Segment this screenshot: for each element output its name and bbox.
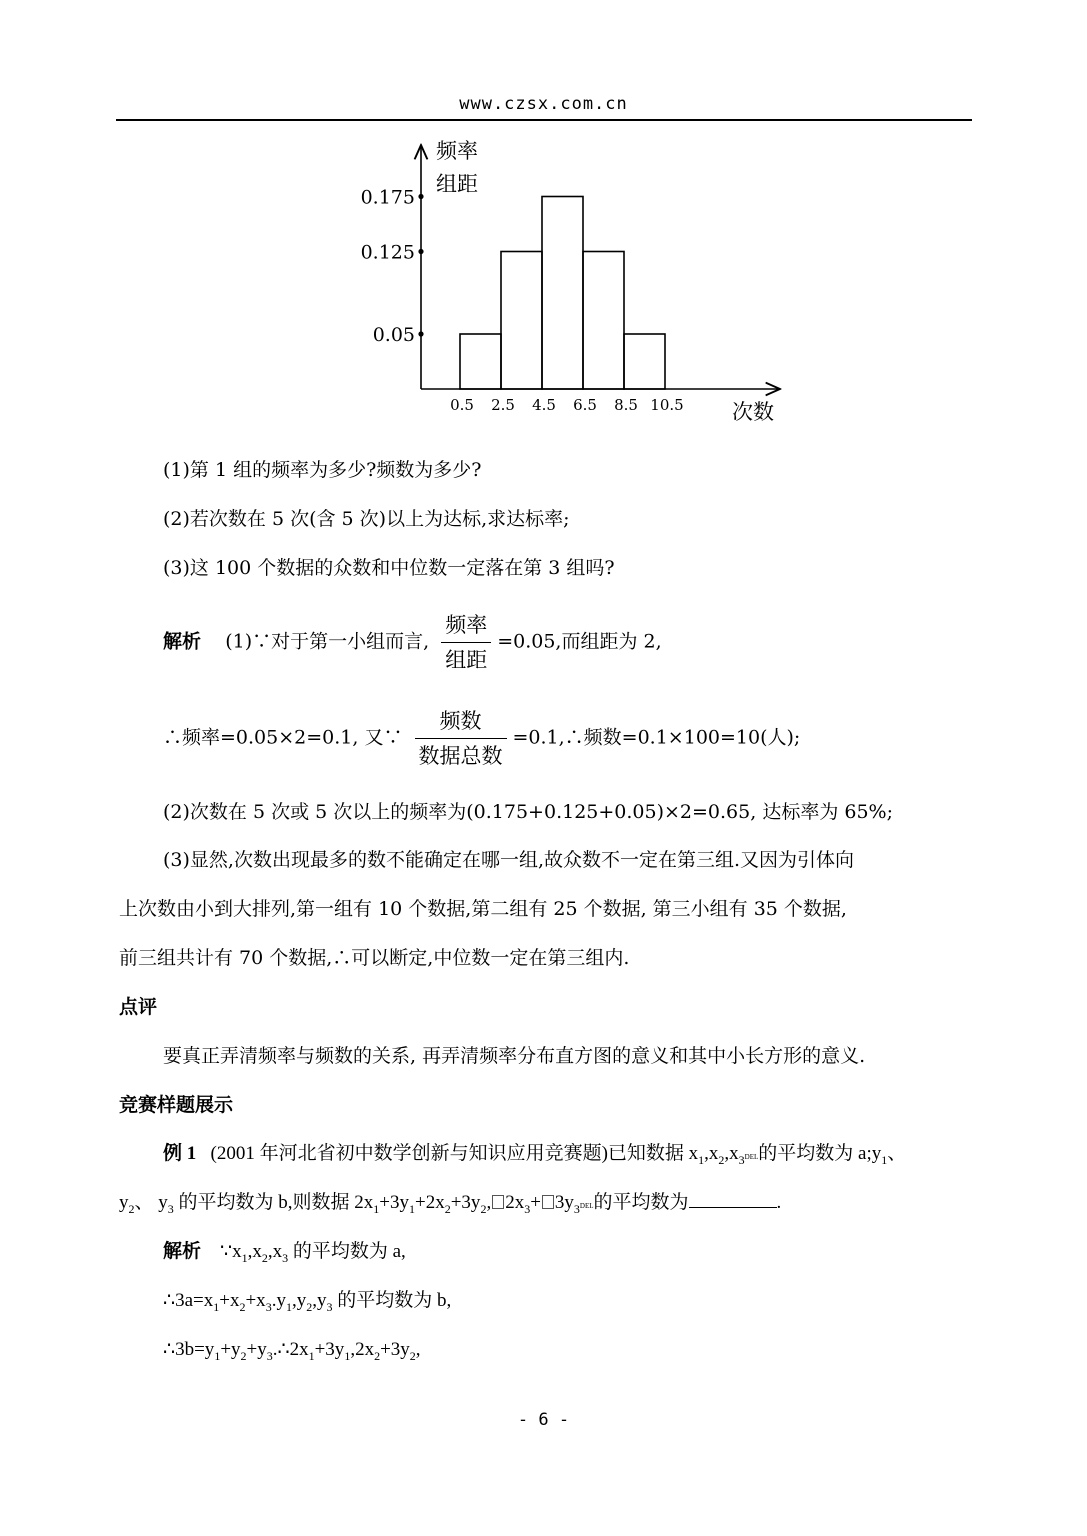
bars <box>460 197 665 390</box>
solution-line2-pre: ∴频率=0.05×2=0.1, 又∵ <box>163 726 403 749</box>
page-number: - 6 - <box>517 1410 570 1430</box>
fraction-denominator: 数据总数 <box>418 744 503 768</box>
solution-line-3: (2)次数在 5 次或 5 次以上的频率为(0.175+0.125+0.05)×2=0.65, 达标率为 65%; <box>163 801 893 823</box>
example-1-line-1: 例 1 (2001 年河北省初中数学创新与知识应用竞赛题)已知数据 $x_1,x_2,x_3DEL$的平均数为 $a;y_1$、 <box>163 1143 907 1167</box>
sol2-b: 的平均数为 b, <box>337 1290 452 1311</box>
example-1-line-2: $y_2$、 $y_3$ 的平均数为 b,则数据 $2x_1+3y_1+2x_2+3y_2$, $2x_3+ 3y_3DEL$的平均数为 . <box>119 1192 782 1216</box>
solution-line-2 <box>163 704 800 773</box>
histogram-bar <box>542 197 583 390</box>
x-tick-label: 4.5 <box>532 396 556 414</box>
histogram-bar <box>583 252 624 390</box>
answer-blank <box>689 1191 777 1208</box>
contest-solution-line-3: $\therefore 3b=y_1+y_2+y_3.\therefore 2x_1+3y_1,2x_2+3y_2$, <box>163 1339 421 1363</box>
fraction-denominator: 组距 <box>445 648 488 672</box>
example-text-d: 的平均数为 <box>593 1192 689 1213</box>
y-tick-label: 0.05 <box>372 324 415 346</box>
sol1-b: 的平均数为 a, <box>292 1241 406 1262</box>
example-text-c: 的平均数为 b,则数据 2x <box>178 1192 374 1213</box>
del-mark: DEL <box>579 1202 594 1210</box>
sol2-a: ∴3a=x <box>163 1290 214 1311</box>
y-tick-mark <box>418 331 423 336</box>
solution-line2-post: =0.1,∴频数=0.1×100=10(人); <box>512 726 801 749</box>
question-2: (2)若次数在 5 次(含 5 次)以上为达标,求达标率; <box>163 508 570 530</box>
question-3: (3)这 100 个数据的众数和中位数一定落在第 3 组吗? <box>163 557 615 579</box>
solution-label: 解析 <box>163 630 202 653</box>
question-1: (1)第 1 组的频率为多少?频数为多少? <box>163 459 482 481</box>
contest-solution-line-1: 解析 $\because x_1,x_2,x_3$ 的平均数为 a, <box>163 1241 406 1265</box>
contest-solution-label: 解析 <box>163 1241 202 1262</box>
y-ticks <box>361 187 424 347</box>
example-text-a: (2001 年河北省初中数学创新与知识应用竞赛题)已知数据 x <box>210 1143 699 1164</box>
comment-text: 要真正弄清频率与频数的关系, 再弄清频率分布直方图的意义和其中小长方形的意义. <box>163 1045 866 1067</box>
fraction-numerator: 频数 <box>415 704 507 739</box>
histogram-bar <box>501 252 542 390</box>
y-label-top: 频率 <box>436 139 478 163</box>
y-tick-label: 0.175 <box>360 186 415 209</box>
placeholder-box <box>492 1195 504 1209</box>
example-text-b: 的平均数为 a;y <box>758 1143 882 1164</box>
histogram-bar <box>460 334 501 389</box>
y-label-bottom: 组距 <box>436 172 478 196</box>
example-label: 例 1 <box>163 1143 197 1164</box>
y-tick-label: 0.125 <box>360 241 415 264</box>
sol3-b: ∴2x <box>277 1339 309 1360</box>
solution-line1-pre: (1)∵对于第一小组而言, <box>225 630 430 653</box>
x-tick-label: 10.5 <box>650 396 684 414</box>
fraction-freq-over-width <box>441 608 491 677</box>
x-tick-label: 8.5 <box>614 396 638 414</box>
x-tick-label: 0.5 <box>450 396 474 414</box>
solution-line-6: 前三组共计有 70 个数据,∴可以断定,中位数一定在第三组内. <box>119 947 630 969</box>
solution-line-5: 上次数由小到大排列,第一组有 10 个数据,第二组有 25 个数据, 第三小组有 35 个数据, <box>119 898 847 920</box>
histogram-bar <box>624 334 665 389</box>
x-label: 次数 <box>732 400 774 424</box>
fraction-numerator: 频率 <box>441 608 491 643</box>
fraction-count-over-total <box>415 704 507 773</box>
solution-line-1 <box>163 608 662 677</box>
comment-heading: 点评 <box>119 996 158 1018</box>
y-tick-mark <box>418 194 423 199</box>
sol1-a: ∵x <box>220 1241 242 1262</box>
placeholder-box <box>542 1195 554 1209</box>
solution-line1-post: =0.05,而组距为 2, <box>497 630 662 653</box>
sol3-a: ∴3b=y <box>163 1339 215 1360</box>
frequency-histogram <box>0 0 1087 440</box>
contest-heading: 竞赛样题展示 <box>119 1094 234 1116</box>
solution-line-4: (3)显然,次数出现最多的数不能确定在哪一组,故众数不一定在第三组.又因为引体向 <box>163 849 855 871</box>
x-tick-label: 6.5 <box>573 396 597 414</box>
del-mark: DEL <box>744 1153 759 1161</box>
header-url: www.czsx.com.cn <box>459 94 628 114</box>
x-ticks <box>450 396 684 414</box>
y-tick-mark <box>418 249 423 254</box>
x-tick-label: 2.5 <box>491 396 515 414</box>
contest-solution-line-2: $\therefore 3a=x_1+x_2+x_3.y_1,y_2,y_3$ 的平均数为 b, <box>163 1290 452 1314</box>
